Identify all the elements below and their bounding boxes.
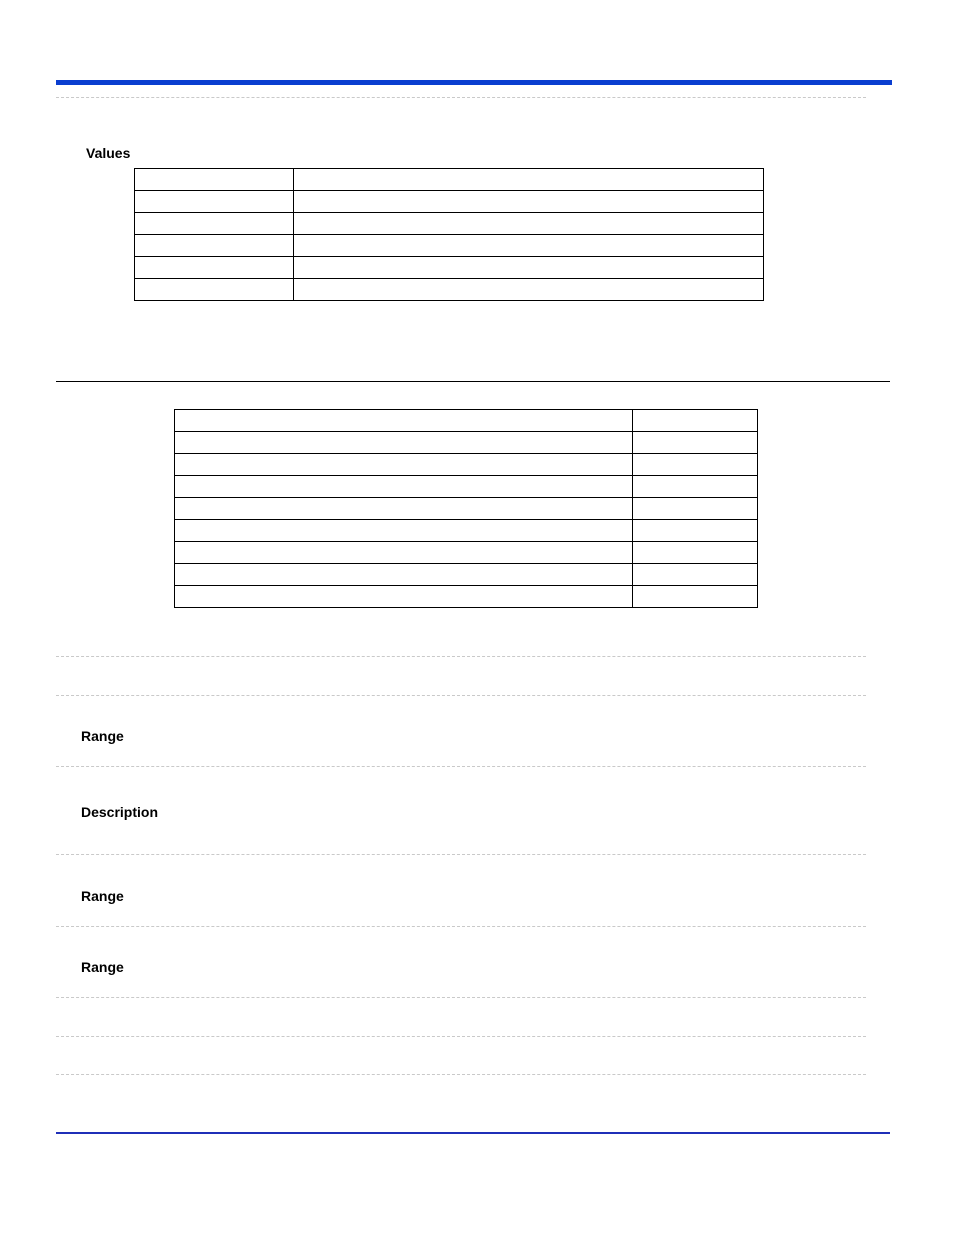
table-row xyxy=(175,476,758,498)
table-row xyxy=(175,432,758,454)
range-heading: Range xyxy=(81,888,124,904)
dashed-divider xyxy=(56,656,866,657)
dashed-divider xyxy=(56,997,866,998)
dashed-divider xyxy=(56,695,866,696)
table-row xyxy=(175,410,758,432)
table-cell xyxy=(633,498,758,520)
table-row xyxy=(135,279,764,301)
table-row xyxy=(175,454,758,476)
table-cell xyxy=(175,498,633,520)
table-row xyxy=(135,257,764,279)
description-heading: Description xyxy=(81,804,159,820)
table-row xyxy=(135,191,764,213)
table-cell xyxy=(135,279,294,301)
table-row xyxy=(175,542,758,564)
table-cell xyxy=(135,235,294,257)
table-cell xyxy=(175,454,633,476)
table-row xyxy=(175,520,758,542)
dashed-divider xyxy=(56,926,866,927)
values-heading: Values xyxy=(86,145,131,161)
table-row xyxy=(135,235,764,257)
table-cell xyxy=(135,257,294,279)
table-cell xyxy=(633,432,758,454)
parameter-table xyxy=(174,409,758,608)
table-cell xyxy=(175,586,633,608)
dashed-divider xyxy=(56,766,866,767)
table-cell xyxy=(175,410,633,432)
table-cell xyxy=(294,235,764,257)
table-cell xyxy=(294,257,764,279)
table-row xyxy=(135,169,764,191)
table-cell xyxy=(294,279,764,301)
table-cell xyxy=(633,454,758,476)
header-dashed-divider xyxy=(56,97,866,98)
values-table xyxy=(134,168,764,301)
range-heading: Range xyxy=(81,959,124,975)
table-cell xyxy=(175,542,633,564)
table-cell xyxy=(633,410,758,432)
table-cell xyxy=(633,564,758,586)
section-divider xyxy=(56,381,890,382)
table-cell xyxy=(633,586,758,608)
table-cell xyxy=(175,432,633,454)
dashed-divider xyxy=(56,1074,866,1075)
table-cell xyxy=(294,213,764,235)
dashed-divider xyxy=(56,1036,866,1037)
table-cell xyxy=(633,542,758,564)
dashed-divider xyxy=(56,854,866,855)
table-cell xyxy=(294,191,764,213)
table-cell xyxy=(633,476,758,498)
table-cell xyxy=(175,564,633,586)
table-cell xyxy=(175,520,633,542)
table-row xyxy=(175,564,758,586)
table-row xyxy=(175,498,758,520)
table-cell xyxy=(175,476,633,498)
table-cell xyxy=(135,191,294,213)
range-heading: Range xyxy=(81,728,124,744)
table-cell xyxy=(294,169,764,191)
table-cell xyxy=(135,213,294,235)
table-cell xyxy=(135,169,294,191)
footer-rule xyxy=(56,1132,890,1134)
table-cell xyxy=(633,520,758,542)
table-row xyxy=(135,213,764,235)
header-accent-bar xyxy=(56,80,892,85)
table-row xyxy=(175,586,758,608)
